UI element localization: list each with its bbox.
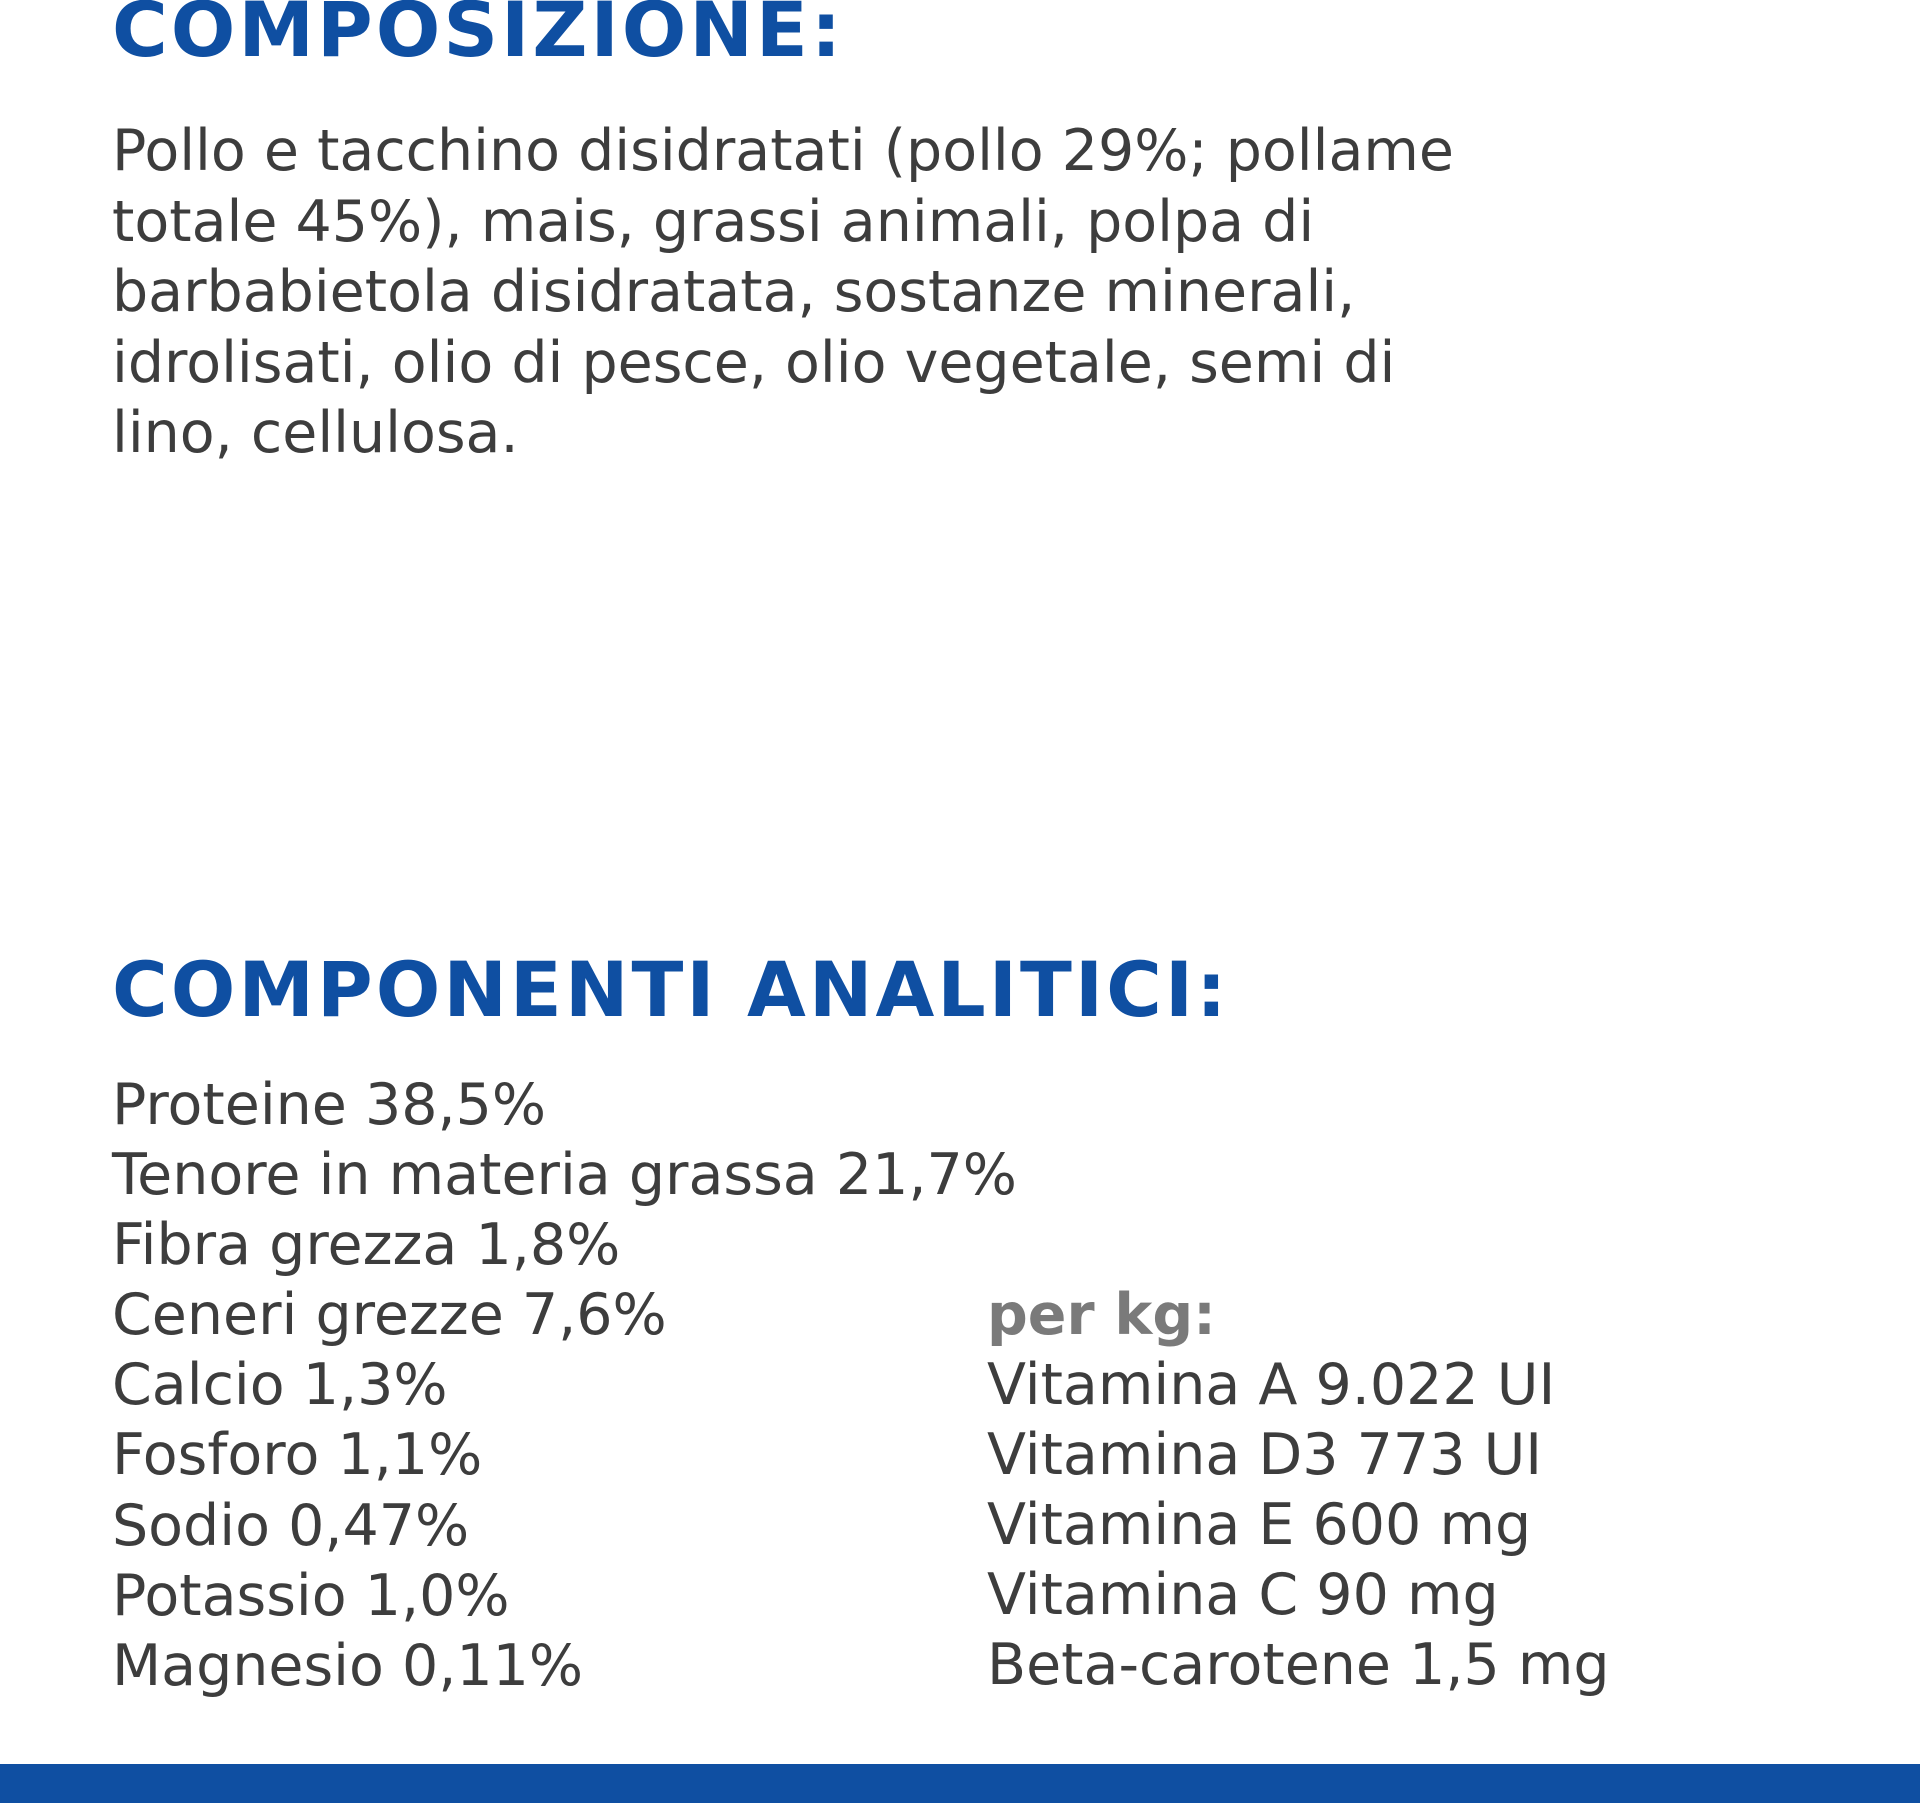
composition-line: totale 45%), mais, grassi animali, polpa di (112, 188, 1315, 255)
composition-line: idrolisati, olio di pesce, olio vegetale, semi di (112, 329, 1396, 396)
analytical-item-proteins: Proteine 38,5% (112, 1072, 547, 1138)
per-kg-list (987, 1350, 1610, 1700)
composition-line: lino, cellulosa. (112, 400, 519, 466)
per-kg-item-vitamin-d3: Vitamina D3 773 UI (987, 1422, 1543, 1489)
analytical-components-list (112, 1070, 1017, 1701)
composition-line: Pollo e tacchino disidratati (pollo 29%; pollame (112, 118, 1455, 184)
analytical-components-heading: COMPONENTI ANALITICI: (112, 945, 1230, 1034)
analytical-item-magnesium: Magnesio 0,11% (112, 1632, 584, 1699)
per-kg-item-vitamin-c: Vitamina C 90 mg (987, 1562, 1499, 1629)
analytical-item-sodium: Sodio 0,47% (112, 1492, 470, 1559)
per-kg-item-vitamin-e: Vitamina E 600 mg (987, 1492, 1532, 1559)
composition-line: barbabietola disidratata, sostanze minerali, (112, 259, 1356, 325)
analytical-item-ash: Ceneri grezze 7,6% (112, 1282, 667, 1349)
analytical-item-fiber: Fibra grezza 1,8% (112, 1212, 621, 1279)
composition-heading: COMPOSIZIONE: (112, 0, 845, 74)
composition-text (112, 116, 1812, 469)
bottom-bar (0, 1764, 1920, 1803)
per-kg-item-beta-carotene: Beta-carotene 1,5 mg (987, 1632, 1610, 1699)
per-kg-item-vitamin-a: Vitamina A 9.022 UI (987, 1352, 1556, 1418)
analytical-item-fat: Tenore in materia grassa 21,7% (112, 1142, 1017, 1209)
analytical-item-calcium: Calcio 1,3% (112, 1352, 448, 1419)
per-kg-label: per kg: (987, 1282, 1216, 1348)
analytical-item-phosphorus: Fosforo 1,1% (112, 1422, 483, 1489)
analytical-item-potassium: Potassio 1,0% (112, 1562, 510, 1629)
